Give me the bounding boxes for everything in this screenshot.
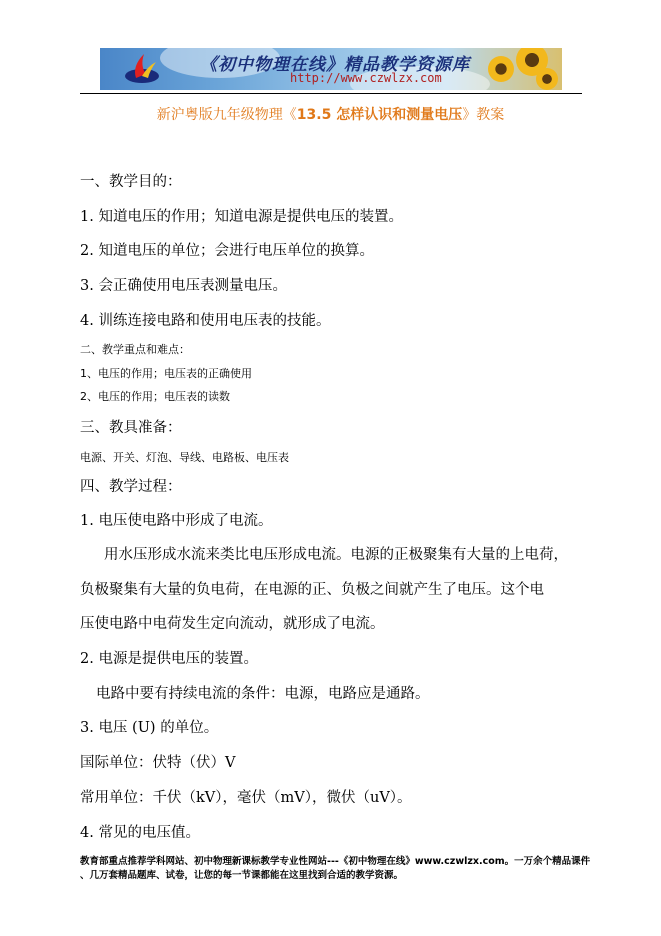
title-lesson: 13.5 怎样认识和测量电压 [296, 107, 463, 123]
objective-item: 4. 训练连接电路和使用电压表的技能。 [80, 313, 331, 329]
materials-list: 电源、开关、灯泡、导线、电路板、电压表 [80, 451, 289, 464]
objective-item: 3. 会正确使用电压表测量电压。 [80, 278, 287, 294]
sunflower-decoration [488, 56, 514, 82]
objective-item: 2. 知道电压的单位；会进行电压单位的换算。 [80, 243, 374, 259]
site-logo-icon [122, 52, 162, 86]
banner-title: 《初中物理在线》精品教学资源库 [200, 55, 470, 75]
sunflower-decoration [536, 68, 558, 90]
process-point-title: 3. 电压 (U) 的单位。 [80, 720, 219, 736]
section-heading-key-points: 二、教学重点和难点： [80, 343, 190, 356]
document-title [0, 104, 661, 124]
process-point-title: 4. 常见的电压值。 [80, 825, 200, 841]
unit-international: 国际单位：伏特（伏）V [80, 755, 236, 771]
paragraph-line: 电路中要有持续电流的条件：电源，电路应是通路。 [96, 686, 430, 702]
banner-url[interactable]: http://www.czwlzx.com [290, 71, 442, 85]
footer-line: 教育部重点推荐学科网站、初中物理新课标教学专业性网站---《初中物理在线》www.czwlzx.com。一万余个精品课件 [80, 856, 591, 867]
paragraph-line: 用水压形成水流来类比电压形成电流。电源的正极聚集有大量的上电荷， [104, 547, 568, 563]
header-divider [80, 93, 582, 94]
objective-item: 1. 知道电压的作用；知道电源是提供电压的装置。 [80, 209, 403, 225]
title-suffix: 》教案 [462, 107, 505, 123]
header-banner [100, 48, 562, 90]
key-point-item: 1、电压的作用；电压表的正确使用 [80, 367, 252, 380]
section-heading-materials: 三、教具准备： [80, 420, 182, 436]
footer-line: 、几万套精品题库、试卷，让您的每一节课都能在这里找到合适的教学资源。 [80, 870, 404, 881]
process-point-title: 1. 电压使电路中形成了电流。 [80, 513, 273, 529]
key-point-item: 2、电压的作用；电压表的读数 [80, 390, 230, 403]
unit-common: 常用单位：千伏（kV），毫伏（mV），微伏（uV）。 [80, 790, 412, 806]
section-heading-process: 四、教学过程： [80, 479, 182, 495]
paragraph-line: 压使电路中电荷发生定向流动，就形成了电流。 [80, 616, 385, 632]
title-prefix: 新沪粤版九年级物理《 [156, 107, 297, 123]
section-heading-objectives: 一、教学目的： [80, 174, 182, 190]
process-point-title: 2. 电源是提供电压的装置。 [80, 651, 258, 667]
paragraph-line: 负极聚集有大量的负电荷，在电源的正、负极之间就产生了电压。这个电 [80, 582, 544, 598]
